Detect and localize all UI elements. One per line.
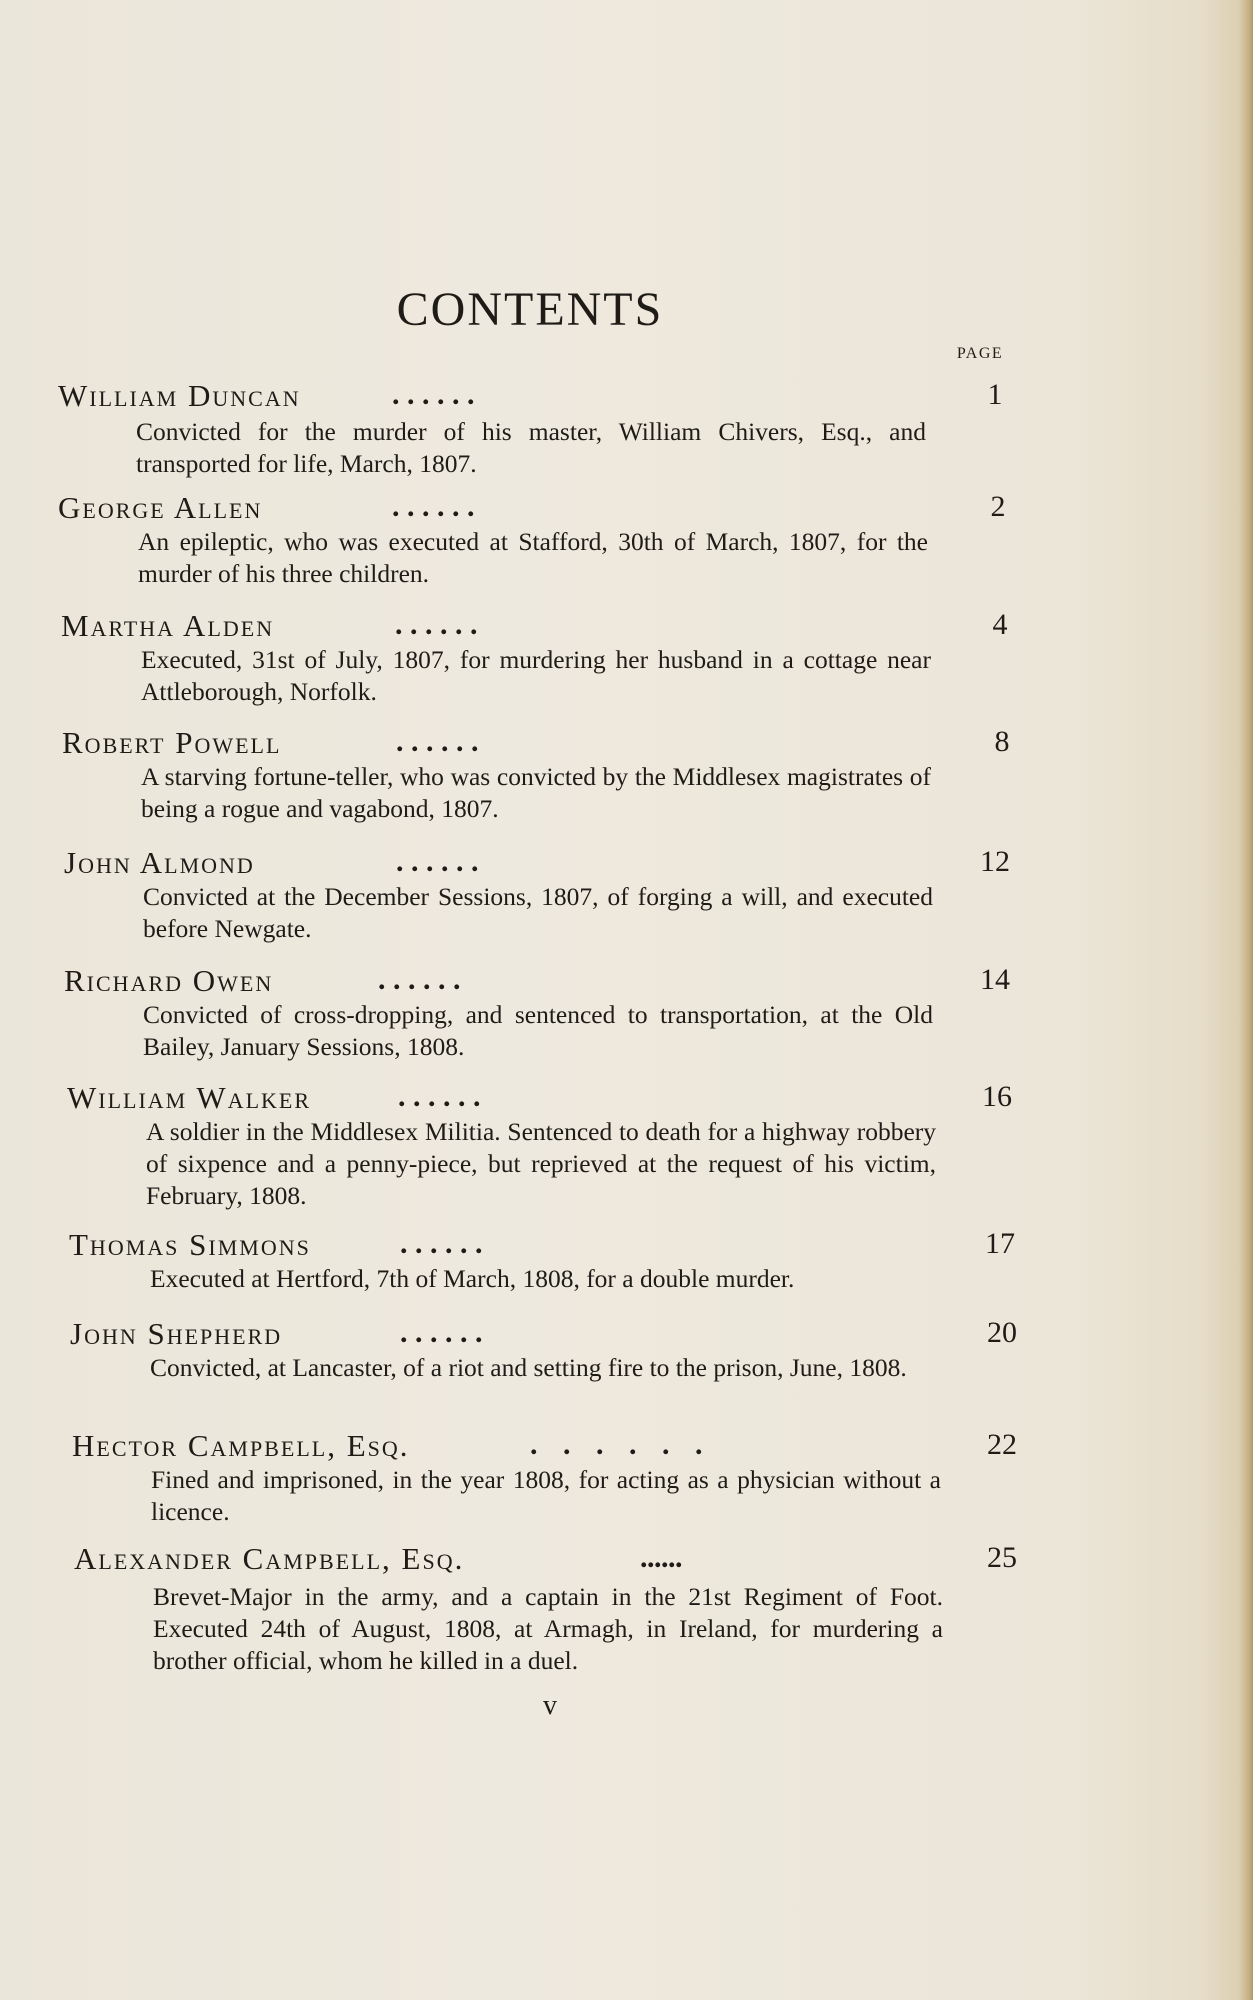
dot-leaders: . . . . . . bbox=[398, 1080, 481, 1113]
entry-description: Executed, 31st of July, 1807, for murdering her husband in a cottage near Attleborough, Norfolk. bbox=[141, 645, 931, 706]
dot-leaders: . . . . . . bbox=[392, 490, 475, 523]
entry-page-number: 22 bbox=[987, 1428, 1017, 1461]
entry-name: William Duncan bbox=[58, 378, 301, 413]
entry-name: John Shepherd bbox=[70, 1316, 283, 1351]
entry-name: Hector Campbell, Esq. bbox=[72, 1428, 410, 1463]
entry-page-number: 8 bbox=[994, 725, 1010, 758]
entry-description: An epileptic, who was executed at Stafford, 30th of March, 1807, for the murder of his three children. bbox=[138, 527, 928, 588]
entry-description: Convicted, at Lancaster, of a riot and setting fire to the prison, June, 1808. bbox=[150, 1353, 907, 1382]
entry-page-number: 4 bbox=[992, 608, 1008, 641]
entry-page-number: 16 bbox=[982, 1080, 1012, 1113]
toc-entry bbox=[0, 1541, 1253, 1675]
dot-leaders: . . . . . . bbox=[396, 845, 479, 878]
entry-page-number: 14 bbox=[980, 963, 1010, 996]
entry-description: Executed at Hertford, 7th of March, 1808, for a double murder. bbox=[150, 1264, 795, 1293]
folio-page-number: v bbox=[543, 1690, 557, 1721]
contents-title: CONTENTS bbox=[396, 283, 664, 336]
entry-page-number: 12 bbox=[980, 845, 1010, 878]
entry-name: George Allen bbox=[58, 490, 263, 525]
toc-entry bbox=[0, 608, 1253, 706]
entry-description: Brevet-Major in the army, and a captain in the 21st Regiment of Foot. Executed 24th of August, 1808, at Armagh, in Ireland, for murdering a brother official, whom he killed in a duel. bbox=[153, 1582, 943, 1675]
entry-name: Alexander Campbell, Esq. bbox=[74, 1541, 465, 1576]
entry-page-number: 25 bbox=[987, 1541, 1017, 1574]
toc-entry bbox=[0, 1428, 1253, 1526]
entry-description: Convicted for the murder of his master, William Chivers, Esq., and transported for life, March, 1807. bbox=[136, 417, 926, 478]
entry-description: A soldier in the Middlesex Militia. Sentenced to death for a highway robbery of sixpence and a penny-piece, but reprieved at the request of his victim, February, 1808. bbox=[146, 1117, 936, 1210]
entry-page-number: 17 bbox=[985, 1227, 1015, 1260]
entry-description: Fined and imprisoned, in the year 1808, for acting as a physician without a licence. bbox=[151, 1465, 941, 1526]
entry-name: Thomas Simmons bbox=[69, 1227, 311, 1262]
dot-leaders: . . . . . . bbox=[400, 1227, 483, 1260]
dot-leaders: . . . . . . bbox=[530, 1428, 712, 1461]
dot-leaders: . . . . . . bbox=[378, 963, 461, 996]
dot-leaders: . . . . . . bbox=[640, 1541, 679, 1574]
entry-name: Robert Powell bbox=[62, 725, 282, 760]
entry-page-number: 2 bbox=[990, 490, 1006, 523]
toc-entry bbox=[0, 1080, 1253, 1210]
entry-description: Convicted of cross-dropping, and sentenced to transportation, at the Old Bailey, January Sessions, 1808. bbox=[143, 1000, 933, 1061]
toc-entry bbox=[0, 490, 1253, 588]
dot-leaders: . . . . . . bbox=[396, 725, 479, 758]
dot-leaders: . . . . . . bbox=[400, 1316, 483, 1349]
entry-name: Martha Alden bbox=[61, 608, 275, 643]
dot-leaders: . . . . . . bbox=[392, 378, 475, 411]
toc-entry bbox=[0, 1227, 1253, 1293]
dot-leaders: . . . . . . bbox=[395, 608, 478, 641]
entry-description: A starving fortune-teller, who was convicted by the Middlesex magistrates of being a rogue and vagabond, 1807. bbox=[141, 762, 931, 823]
toc-entry bbox=[0, 378, 1253, 478]
entry-name: John Almond bbox=[64, 845, 255, 880]
toc-entry bbox=[0, 725, 1253, 823]
entry-page-number: 1 bbox=[987, 378, 1003, 411]
toc-entry bbox=[0, 963, 1253, 1061]
page-column-header: PAGE bbox=[956, 345, 1004, 362]
entry-name: Richard Owen bbox=[64, 963, 274, 998]
entry-description: Convicted at the December Sessions, 1807, of forging a will, and executed before Newgate. bbox=[143, 882, 933, 943]
toc-entry bbox=[0, 845, 1253, 943]
toc-entry bbox=[0, 1316, 1253, 1382]
entry-name: William Walker bbox=[67, 1080, 312, 1115]
entry-page-number: 20 bbox=[987, 1316, 1017, 1349]
